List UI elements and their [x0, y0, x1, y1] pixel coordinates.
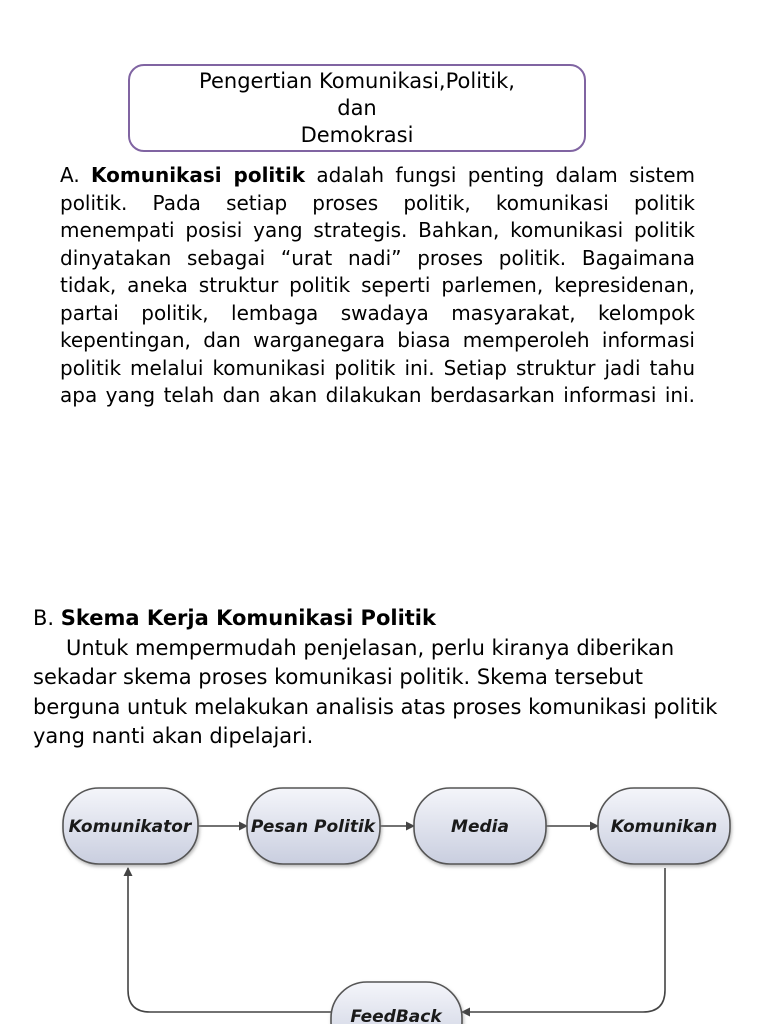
node-komunikator: [63, 788, 198, 864]
node-label-pesan-politik: Pesan Politik: [250, 817, 376, 837]
node-label-media: Media: [451, 817, 509, 837]
title-line-2: dan: [337, 96, 377, 120]
section-b-marker: B.: [33, 606, 55, 630]
node-label-komunikator: Komunikator: [68, 817, 192, 837]
title-line-1: Pengertian Komunikasi,Politik,: [199, 69, 515, 93]
node-label-feedback: FeedBack: [350, 1007, 442, 1024]
node-pesan-politik: [247, 788, 380, 864]
section-b-heading-text: Skema Kerja Komunikasi Politik: [60, 606, 436, 630]
node-feedback: [331, 982, 462, 1024]
section-b: [33, 604, 733, 752]
arrow-feedback-to-komunikator: [128, 868, 331, 1012]
arrow-komunikan-to-feedback: [462, 868, 665, 1012]
node-komunikan: [598, 788, 730, 864]
communication-flow-diagram: [0, 770, 768, 1024]
section-a-marker: A.: [60, 163, 80, 187]
title-box: [128, 64, 586, 152]
section-b-heading: [33, 604, 733, 634]
section-a-text: adalah fungsi penting dalam sistem politik. Pada setiap proses politik, komunikasi politik menempati posisi yang strategis. Bahkan, komunikasi politik dinyatakan sebagai “urat nadi” proses politik. Bagaimana tidak, aneka struktur politik seperti parlemen, kepresidenan, partai politik, lembaga swadaya masyarakat, kelompok kepentingan, dan warganegara biasa memperoleh informasi politik melalui komunikasi politik ini. Setiap struktur jadi tahu apa yang telah dan akan dilakukan berdasarkan informasi ini.: [60, 163, 696, 407]
section-b-paragraph: Untuk mempermudah penjelasan, perlu kiranya diberikan sekadar skema proses komunikasi politik. Skema tersebut berguna untuk melakukan analisis atas proses komunikasi politik yang nanti akan dipelajari.: [33, 635, 718, 748]
title-line-3: Demokrasi: [300, 123, 414, 147]
section-a-term: Komunikasi politik: [91, 163, 306, 187]
node-media: [414, 788, 546, 864]
section-a-paragraph: [60, 162, 695, 410]
node-label-komunikan: Komunikan: [610, 817, 718, 837]
